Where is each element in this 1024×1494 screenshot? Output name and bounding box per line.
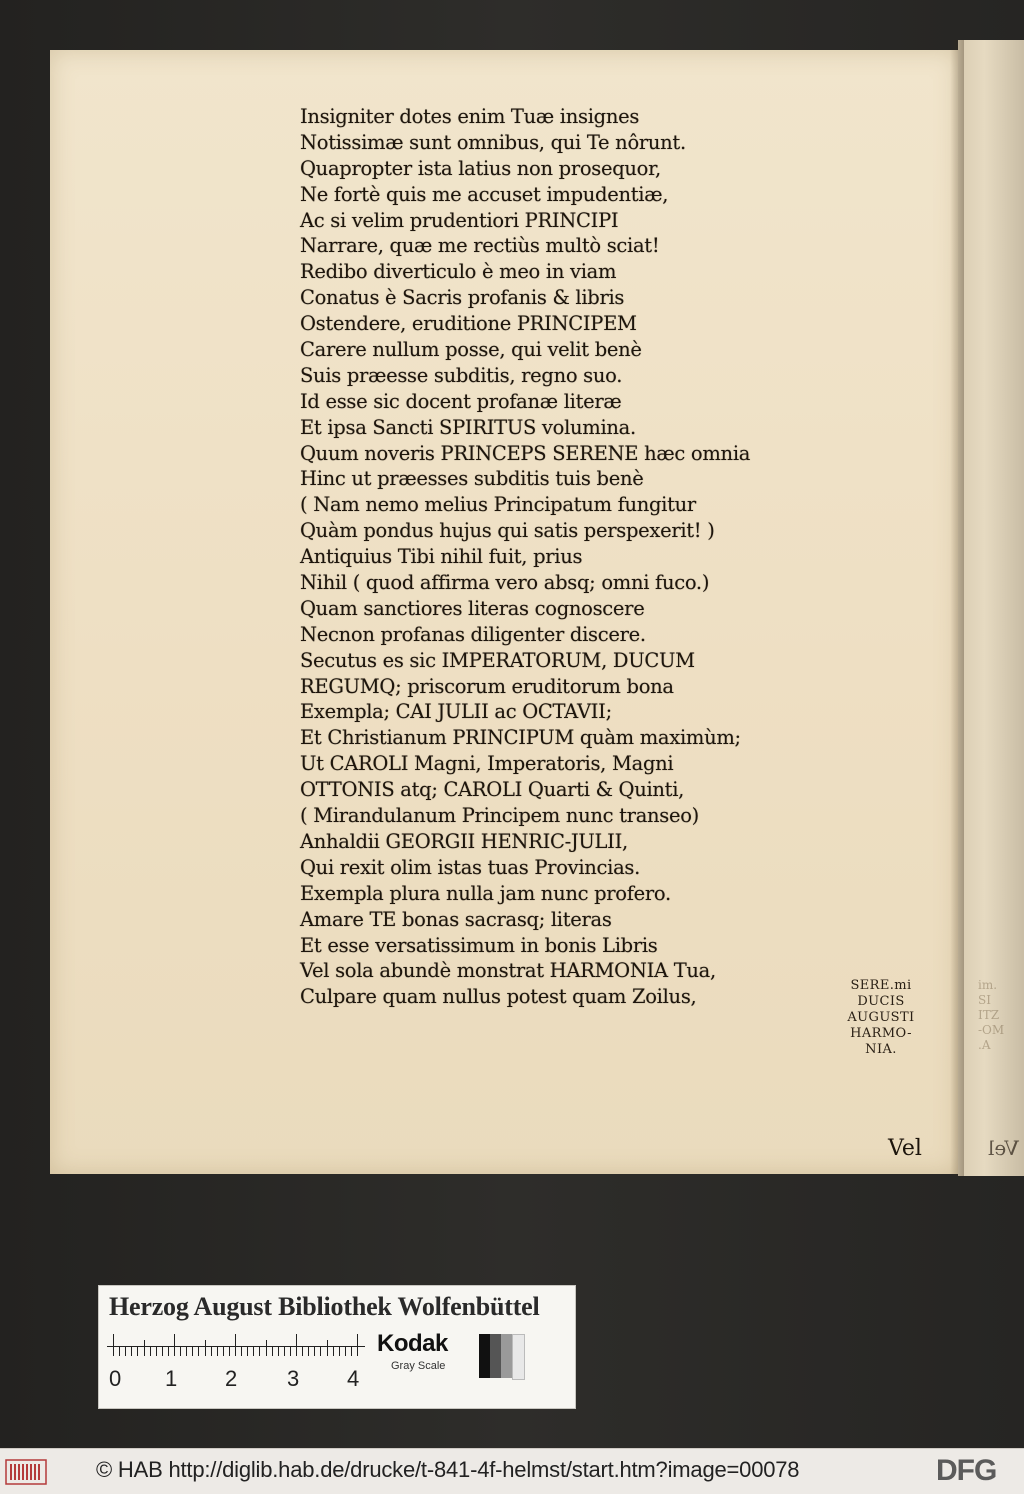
text-line: Ut CAROLI Magni, Imperatoris, Magni xyxy=(300,752,674,776)
text-line: Quum noveris PRINCEPS SERENE hæc omnia xyxy=(300,441,751,465)
text-line: Vel sola abundè monstrat HARMONIA Tua, xyxy=(300,959,716,983)
gray-scale-label: Gray Scale xyxy=(391,1360,446,1372)
ruler-tick xyxy=(327,1340,328,1356)
ruler-tick xyxy=(229,1346,230,1356)
text-line: Amare TE bonas sacrasq; literas xyxy=(300,907,612,931)
margin-note xyxy=(838,978,924,1058)
ruler-tick xyxy=(211,1346,212,1356)
ruler-tick xyxy=(186,1346,187,1356)
ruler-tick xyxy=(308,1346,309,1356)
ruler-tick xyxy=(156,1346,157,1356)
text-line: Id esse sic docent profanæ literæ xyxy=(300,389,622,413)
ruler-number: 1 xyxy=(165,1366,178,1391)
dfg-logo: DFG xyxy=(936,1454,997,1487)
gray-swatch-light xyxy=(512,1334,525,1380)
ruler-tick xyxy=(320,1346,321,1356)
library-color-card xyxy=(98,1285,576,1409)
text-line: Quapropter ista latius non prosequor, xyxy=(300,156,661,180)
ruler-tick xyxy=(131,1346,132,1356)
text-line: Redibo diverticulo è meo in viam xyxy=(300,260,617,284)
text-line: Et esse versatissimum in bonis Libris xyxy=(300,933,658,957)
ruler-tick xyxy=(296,1334,297,1356)
ruler-tick xyxy=(345,1346,346,1356)
ruler-tick xyxy=(125,1346,126,1356)
margin-note-line: HARMO- xyxy=(850,1026,912,1041)
text-line: Hinc ut præesses subditis tuis benè xyxy=(300,467,644,491)
ruler-tick xyxy=(272,1346,273,1356)
text-line: Quàm pondus hujus qui satis perspexerit! ) xyxy=(300,519,715,543)
ruler-number: 2 xyxy=(225,1366,238,1391)
ruler-tick xyxy=(119,1346,120,1356)
gray-swatch-black xyxy=(479,1334,490,1378)
text-line: Insigniter dotes enim Tuæ insignes xyxy=(300,105,640,128)
margin-note-line: AUGUSTI xyxy=(847,1010,915,1025)
text-line: Ac si velim prudentiori PRINCIPI xyxy=(300,208,619,232)
text-line: Qui rexit olim istas tuas Provincias. xyxy=(300,855,641,879)
gray-swatch-dark xyxy=(490,1334,501,1378)
text-line: Ostendere, eruditione PRINCIPEM xyxy=(300,312,637,336)
ruler-tick xyxy=(351,1346,352,1356)
ruler-tick xyxy=(235,1334,236,1356)
ruler-number: 0 xyxy=(109,1366,122,1391)
margin-note-line: SERE.mi xyxy=(850,978,912,993)
facing-margin-note: im. SI ITZ -OM .A xyxy=(978,978,1005,1052)
ruler-tick xyxy=(333,1346,334,1356)
ruler-tick xyxy=(253,1346,254,1356)
text-line: Ne fortè quis me accuset impudentiæ, xyxy=(300,182,669,206)
text-line: Secutus es sic IMPERATORUM, DUCUM xyxy=(300,648,695,672)
ruler-tick xyxy=(223,1346,224,1356)
text-line: Exempla; CAI JULII ac OCTAVII; xyxy=(300,700,612,724)
ruler-tick xyxy=(266,1340,267,1356)
gutter-shadow xyxy=(950,40,964,1176)
text-line: Et Christianum PRINCIPUM quàm maximùm; xyxy=(300,726,741,750)
ruler-tick xyxy=(168,1346,169,1356)
ruler-tick xyxy=(357,1334,358,1356)
ruler-tick xyxy=(314,1346,315,1356)
ruler-tick xyxy=(113,1334,114,1356)
margin-note-line: DUCIS xyxy=(857,994,905,1009)
text-line: Narrare, quæ me rectiùs multò sciat! xyxy=(300,234,660,258)
ruler-tick xyxy=(284,1346,285,1356)
ruler-tick xyxy=(205,1340,206,1356)
ruler-tick xyxy=(302,1346,303,1356)
ruler-number: 3 xyxy=(287,1366,300,1391)
ruler-tick xyxy=(241,1346,242,1356)
facing-catchword: Vel xyxy=(988,1136,1019,1160)
text-line: Nihil ( quod affirma vero absq; omni fuco.) xyxy=(300,571,710,595)
ruler-tick xyxy=(339,1346,340,1356)
text-line: Carere nullum posse, qui velit benè xyxy=(300,338,642,362)
text-line: REGUMQ; priscorum eruditorum bona xyxy=(300,674,674,698)
margin-note-line: NIA. xyxy=(865,1042,897,1057)
text-line: Culpare quam nullus potest quam Zoilus, xyxy=(300,985,697,1009)
text-line: OTTONIS atq; CAROLI Quarti & Quinti, xyxy=(300,778,685,802)
ruler-tick xyxy=(278,1346,279,1356)
text-line: Exempla plura nulla jam nunc profero. xyxy=(300,881,671,905)
text-line: Conatus è Sacris profanis & libris xyxy=(300,286,625,310)
ruler-tick xyxy=(144,1340,145,1356)
footer-bar xyxy=(0,1448,1024,1494)
text-line: Suis præesse subditis, regno suo. xyxy=(300,363,623,387)
ruler-number: 4 xyxy=(347,1366,360,1391)
ruler-tick xyxy=(259,1346,260,1356)
catchword: Vel xyxy=(888,1136,922,1161)
ruler-tick xyxy=(290,1346,291,1356)
text-line: ( Nam nemo melius Principatum fungitur xyxy=(300,493,696,517)
ruler-tick xyxy=(150,1346,151,1356)
gray-swatch-mid xyxy=(501,1334,512,1378)
text-line: Antiquius Tibi nihil fuit, prius xyxy=(300,545,583,569)
poem-text xyxy=(300,104,750,1010)
ruler-tick xyxy=(137,1346,138,1356)
text-line: ( Mirandulanum Principem nunc transeo) xyxy=(300,804,699,828)
ruler-tick xyxy=(217,1346,218,1356)
text-line: Et ipsa Sancti SPIRITUS volumina. xyxy=(300,415,636,439)
text-line: Necnon profanas diligenter discere. xyxy=(300,622,646,646)
ruler-tick xyxy=(180,1346,181,1356)
text-line: Anhaldii GEORGII HENRIC-JULII, xyxy=(300,829,628,853)
ruler-tick xyxy=(247,1346,248,1356)
ruler-tick xyxy=(174,1334,175,1356)
ruler-tick xyxy=(162,1346,163,1356)
library-logo-icon xyxy=(4,1458,48,1486)
facing-page-edge xyxy=(958,40,1024,1176)
footer-copyright-link[interactable]: © HAB http://diglib.hab.de/drucke/t-841-4f-helmst/start.htm?image=00078 xyxy=(96,1457,800,1482)
library-name: Herzog August Bibliothek Wolfenbüttel xyxy=(109,1292,540,1321)
ruler-tick xyxy=(198,1346,199,1356)
ruler-tick xyxy=(192,1346,193,1356)
kodak-logo: Kodak xyxy=(377,1330,448,1357)
text-line: Notissimæ sunt omnibus, qui Te nôrunt. xyxy=(300,130,686,154)
text-line: Quam sanctiores literas cognoscere xyxy=(300,596,645,620)
